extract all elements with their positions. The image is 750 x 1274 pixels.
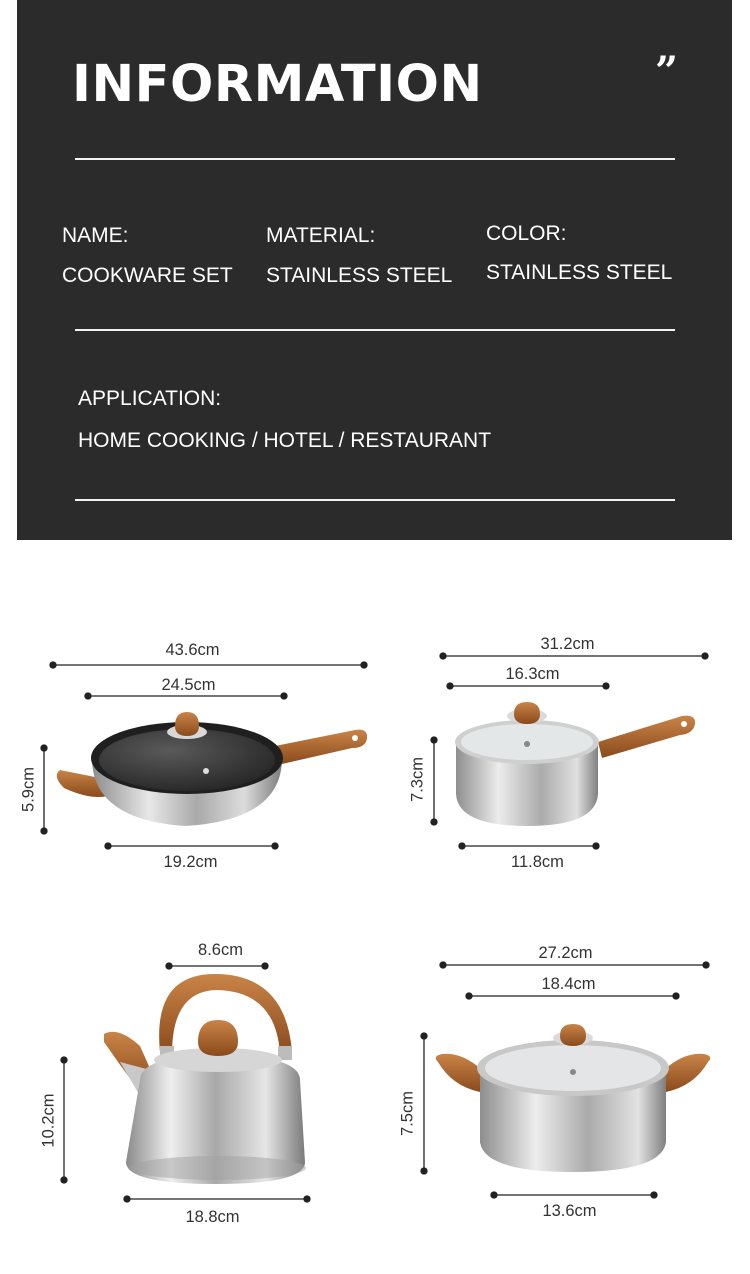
section-title: INFORMATION <box>72 55 483 114</box>
application-label: APPLICATION: <box>78 387 222 410</box>
color-value: STAINLESS STEEL <box>486 261 673 284</box>
frypan-height-label: 5.9cm <box>19 767 38 812</box>
frypan-length-label: 43.6cm <box>165 641 220 659</box>
saucepan-bottom-diameter-label: 11.8cm <box>511 853 564 871</box>
kettle-height-label: 10.2cm <box>39 1093 58 1148</box>
kettle-image <box>100 972 310 1187</box>
stockpot-height-label: 7.5cm <box>398 1091 417 1136</box>
saucepan-length-label: 31.2cm <box>540 635 595 653</box>
color-label: COLOR: <box>486 222 567 245</box>
frypan-top-diameter-label: 24.5cm <box>161 676 216 694</box>
stockpot-image <box>432 1022 714 1177</box>
name-value: COOKWARE SET <box>62 264 233 287</box>
saucepan-top-diameter-label: 16.3cm <box>505 665 560 683</box>
stockpot-bottom-diameter-label: 13.6cm <box>542 1202 597 1220</box>
kettle-bottom-diameter-label: 18.8cm <box>185 1208 240 1226</box>
saucepan-image <box>450 702 700 832</box>
material-label: MATERIAL: <box>266 224 376 247</box>
kettle-top-diameter-label: 8.6cm <box>198 941 243 959</box>
quote-mark-icon: ” <box>655 48 679 95</box>
saucepan-height-label: 7.3cm <box>408 757 427 802</box>
application-value: HOME COOKING / HOTEL / RESTAURANT <box>78 429 492 452</box>
stockpot-width-label: 27.2cm <box>538 944 593 962</box>
stockpot-top-diameter-label: 18.4cm <box>541 975 596 993</box>
frypan-bottom-diameter-label: 19.2cm <box>163 853 218 871</box>
frypan-image <box>50 708 370 838</box>
material-value: STAINLESS STEEL <box>266 264 453 287</box>
name-label: NAME: <box>62 224 129 247</box>
